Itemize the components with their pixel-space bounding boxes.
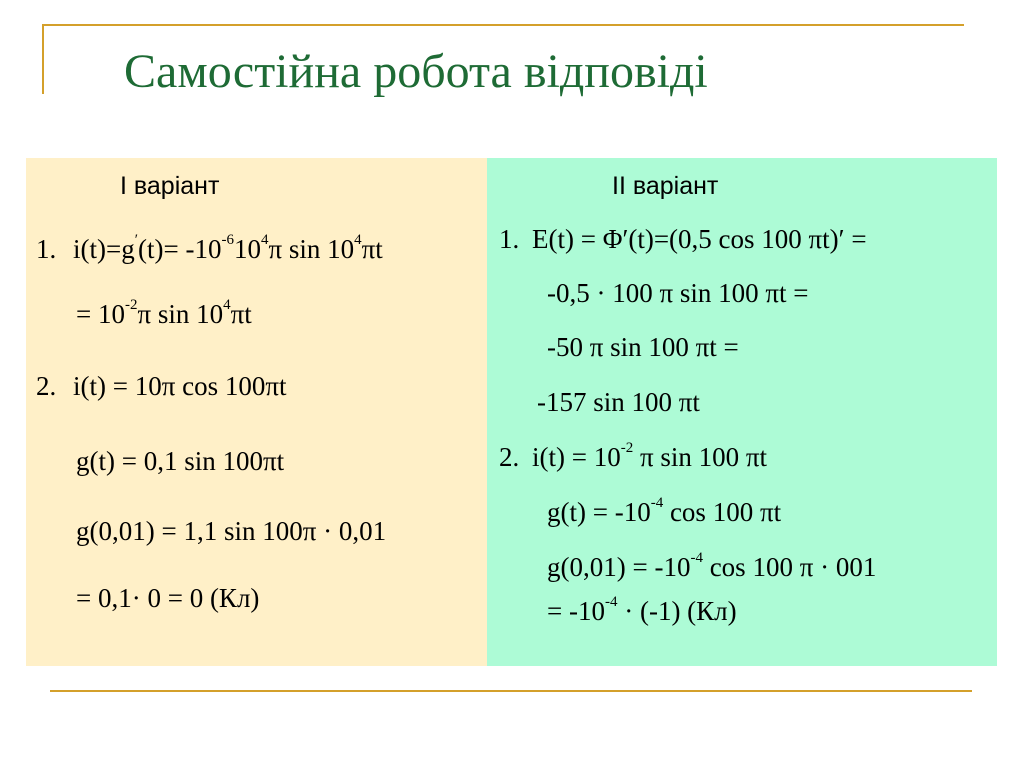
v2-line-2: -0,5 · 100 π sin 100 πt = — [547, 278, 809, 308]
v2-line-7-exp: -4 — [690, 550, 703, 566]
v1-line-1-part-c: 10 — [233, 234, 261, 264]
v1-line-1-exp-3: 4 — [354, 232, 362, 248]
v2-line-5-part-a: i(t) = 10 — [532, 442, 621, 472]
v1-line-2-exp-1: -2 — [124, 297, 138, 313]
v2-line-7 — [547, 550, 877, 582]
v1-line-1 — [36, 232, 383, 264]
v1-line-2 — [76, 297, 252, 329]
frame-top-line — [42, 24, 964, 26]
v2-line-3: -50 π sin 100 πt = — [547, 332, 739, 362]
v1-line-3-text: i(t) = 10π cos 100πt — [73, 371, 287, 401]
v1-line-1-exp-2: 4 — [260, 232, 269, 248]
v1-item-number-2: 2. — [36, 371, 57, 401]
v2-line-8 — [547, 594, 737, 626]
v1-line-1-part-b: (t)= -10 — [138, 234, 222, 264]
v1-line-2-part-a: = 10 — [76, 299, 125, 329]
v1-line-1-exp-1: -6 — [221, 232, 234, 248]
v2-line-5 — [499, 440, 767, 472]
variant-2-panel — [487, 158, 997, 666]
v2-line-6 — [547, 495, 782, 527]
v2-line-1-text: E(t) = Φ′(t)=(0,5 cos 100 πt)′ = — [532, 224, 867, 254]
v1-line-5: g(0,01) = 1,1 sin 100π · 0,01 — [76, 516, 387, 546]
v1-line-1-part-a: i(t)=g — [73, 234, 135, 264]
v2-line-6-part-b: cos 100 πt — [663, 497, 782, 527]
variant-1-panel — [26, 158, 492, 666]
v2-line-5-exp: -2 — [620, 440, 634, 456]
v1-line-2-part-c: πt — [230, 299, 252, 329]
v2-line-7-part-b: cos 100 π · 001 — [702, 552, 877, 582]
v2-line-5-part-b: π sin 100 πt — [633, 442, 767, 472]
v1-line-6: = 0,1· 0 = 0 (Кл) — [76, 583, 260, 613]
v2-item-number-1: 1. — [499, 224, 520, 254]
v2-line-6-exp: -4 — [650, 495, 664, 511]
v1-line-2-exp-2: 4 — [223, 297, 231, 313]
v2-line-8-exp: -4 — [604, 594, 618, 610]
slide-title: Самостійна робота відповіді — [124, 45, 708, 98]
v2-line-8-part-b: · (-1) (Кл) — [617, 596, 737, 626]
v1-line-1-prime: ′ — [134, 232, 138, 248]
frame-left-line — [42, 24, 44, 94]
v2-item-number-2: 2. — [499, 442, 520, 472]
variant-2-heading: II варіант — [612, 172, 719, 200]
frame-bottom-line — [50, 690, 972, 692]
v1-item-number-1: 1. — [36, 234, 57, 264]
v1-line-4: g(t) = 0,1 sin 100πt — [76, 446, 285, 476]
v1-line-1-part-e: πt — [361, 234, 383, 264]
v2-line-1 — [499, 226, 867, 253]
v2-line-4: -157 sin 100 πt — [537, 387, 700, 417]
v1-line-1-part-d: π sin 10 — [268, 234, 355, 264]
v1-line-3 — [36, 373, 286, 400]
v1-line-2-part-b: π sin 10 — [137, 299, 224, 329]
v2-line-8-part-a: = -10 — [547, 596, 605, 626]
variant-1-heading: I варіант — [120, 172, 220, 200]
v2-line-7-part-a: g(0,01) = -10 — [547, 552, 691, 582]
v2-line-6-part-a: g(t) = -10 — [547, 497, 651, 527]
